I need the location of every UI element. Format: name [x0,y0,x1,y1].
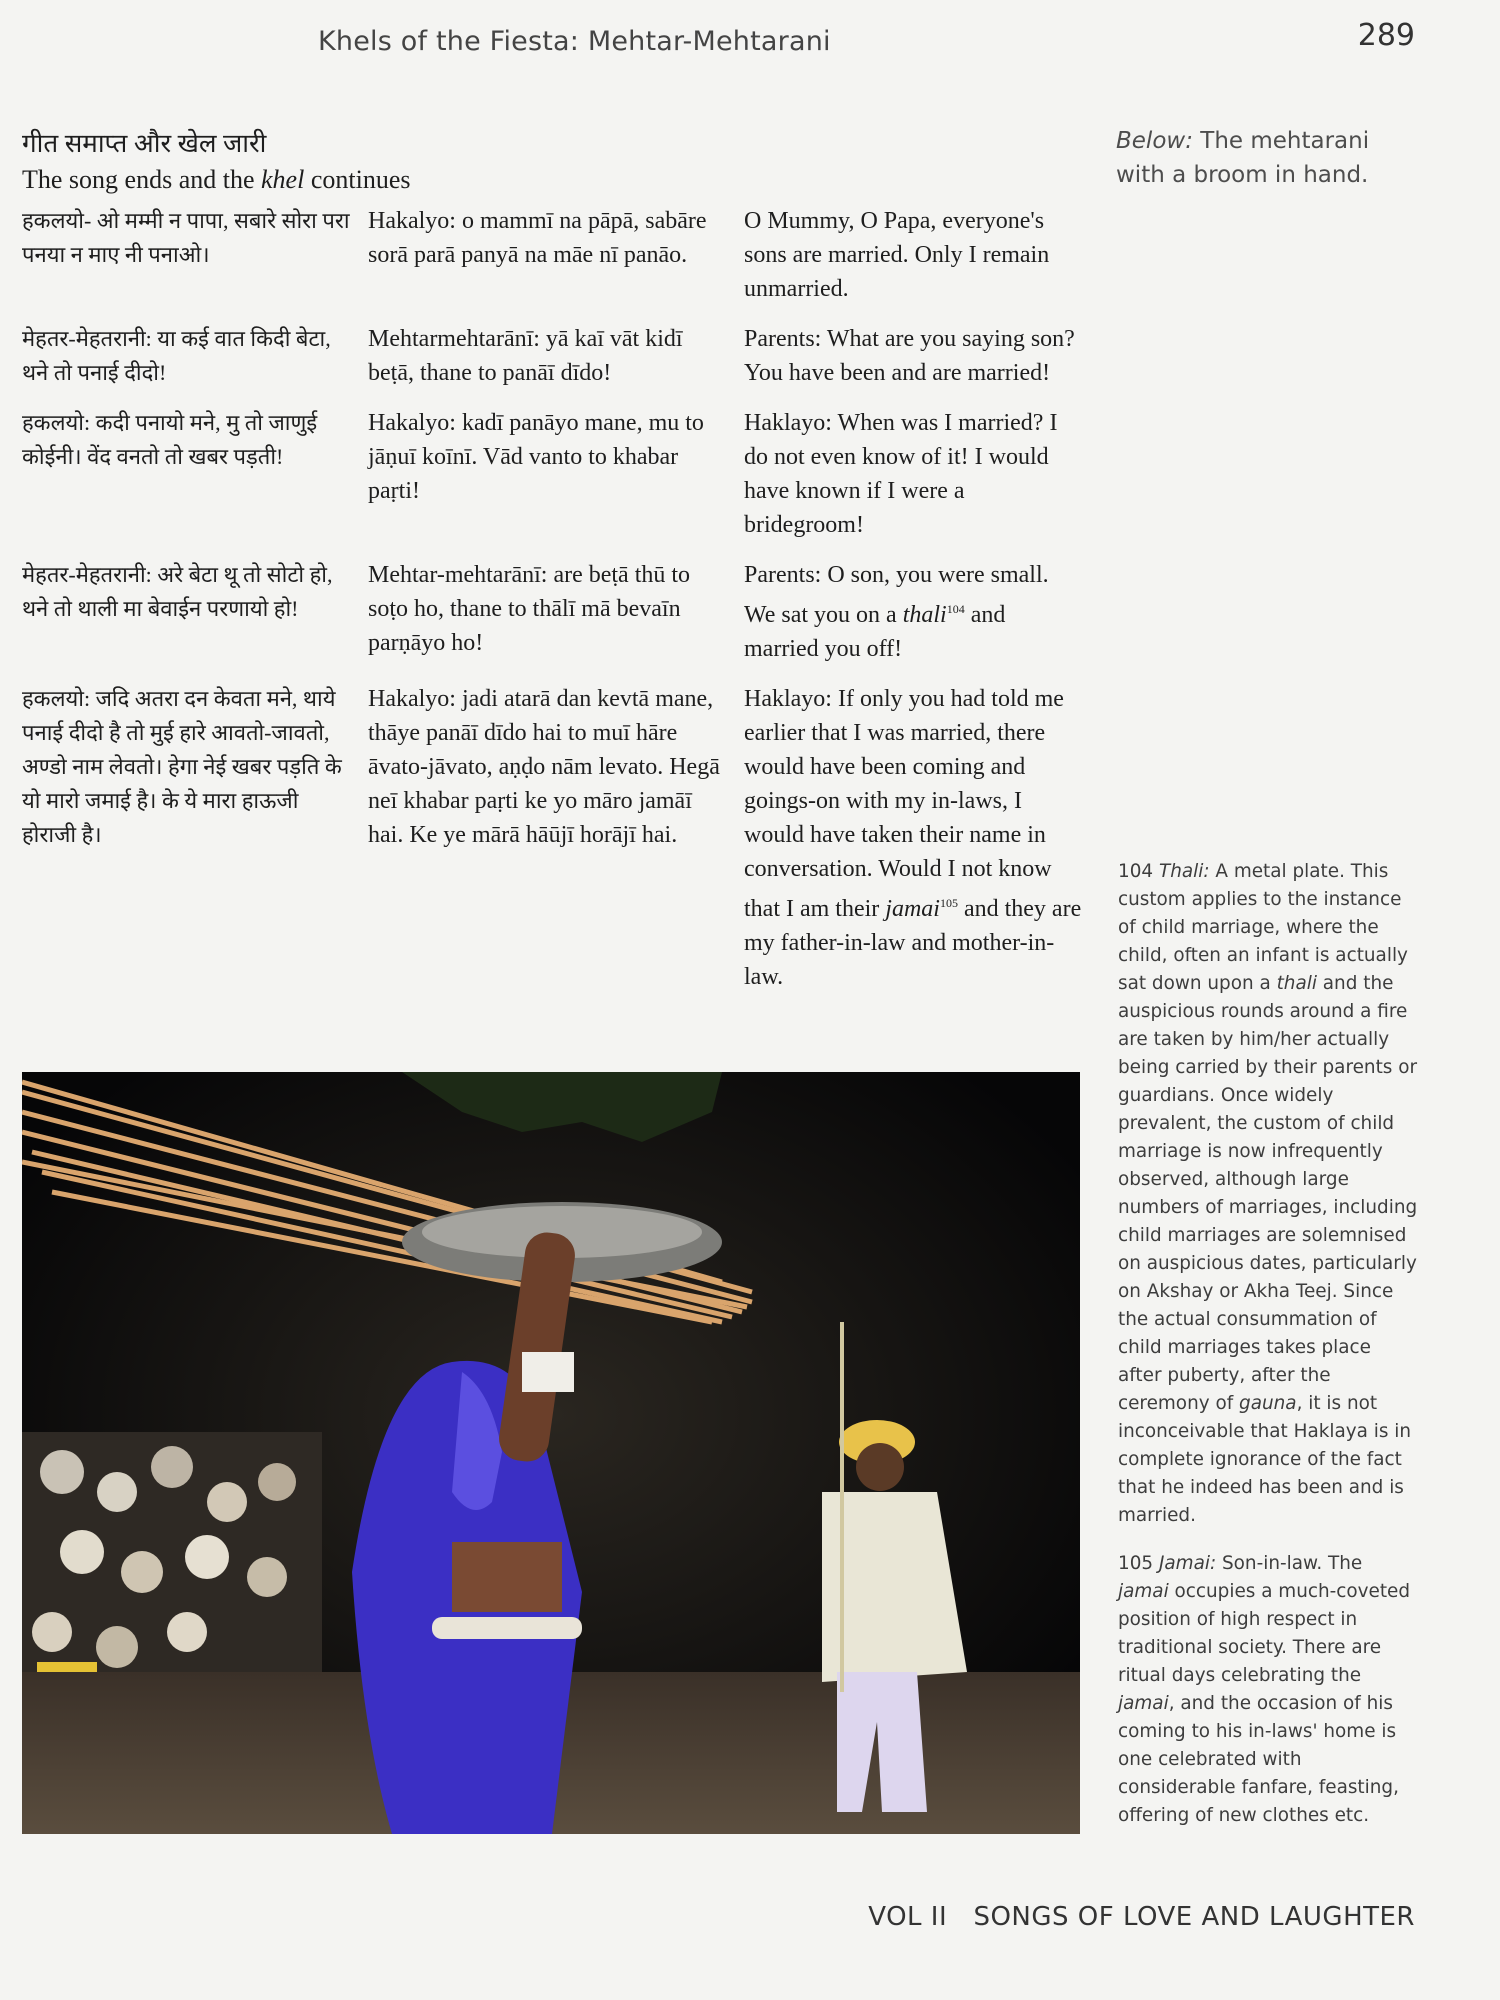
verse-english-text: and they are my father-in-law and mother-in-law. [744,896,1082,990]
footnote-number: 105 [1118,1553,1154,1574]
section-intro [22,126,782,198]
running-title: Khels of the Fiesta: Mehtar-Mehtarani [318,26,831,57]
verse-english-italic: thali [902,602,947,628]
verse-english-text: Haklayo: When was I married? I do not even know of it! I would have known if I were a bridegroom! [744,410,1058,538]
footer-volume: VOL II [868,1902,948,1932]
footnotes [1118,858,1418,1850]
footnote-text: occupies a much-coveted position of high respect in traditional society. There are ritual days celebrating the [1118,1581,1411,1686]
footnote-italic: jamai [1118,1581,1169,1602]
verse-transliteration: Mehtarmehtarānī: yā kaī vāt kidī beṭā, thane to panāī dīdo! [368,326,683,386]
verse-hindi: हकलयो: जदि अतरा दन केवता मने, थाये पनाई दीदो है तो मुई हारे आवतो-जावतो, अण्डो नाम लेवतो। हेगा नेई खबर पड़ति के यो मारो जमाई है। के ये मारा हाऊजी होराजी है। [22,686,342,847]
photo-caption [1116,124,1416,192]
verse-hindi: हकलयो: कदी पनायो मने, मु तो जाणुई कोईनी। वेंद वनतो तो खबर पड़ती! [22,410,318,469]
footnote-ref-105[interactable]: 105 [939,896,958,910]
verse-transliteration: Hakalyo: jadi atarā dan kevtā mane, thāye panāī dīdo hai to muī hāre āvato-jāvato, aṇḍo nām levato. Hegā neī khabar paṛti ke yo māro jamāī hai. Ke ye mārā hāūjī horājī hai. [368,686,720,848]
footnote-text: A metal plate. This custom applies to the instance of child marriage, where the child, often an infant is actually sat down upon a [1118,861,1408,994]
footnote-text: , it is not inconceivable that Haklaya is in complete ignorance of the fact that he indeed has been and is married. [1118,1393,1412,1526]
intro-english [22,162,782,198]
verse-english-text: Parents: O son, you were small. We sat you on a [744,562,1049,628]
verse-english [744,204,1084,306]
verse-hindi: मेहतर-मेहतरानी: या कई वात किदी बेटा, थने तो पनाई दीदो! [22,326,331,385]
footnote-italic: thali [1276,973,1317,994]
verse-english-text: and married you off! [744,602,1006,662]
intro-hindi: गीत समाप्त और खेल जारी [22,129,267,158]
footnote-105 [1118,1550,1418,1830]
footer-title: SONGS OF LOVE AND LAUGHTER [973,1902,1415,1932]
verse-english [744,406,1084,542]
intro-english-pre: The song ends and the [22,165,262,194]
footnote-italic: jamai [1118,1693,1169,1714]
verse-row [22,322,1082,390]
footnote-italic: gauna [1239,1393,1297,1414]
footnote-ref-104[interactable]: 104 [946,602,965,616]
verse-transliteration: Hakalyo: kadī panāyo mane, mu to jāṇuī koīnī. Vād vanto to khabar paṛti! [368,410,704,504]
verse-row [22,682,1082,994]
verse-english [744,558,1084,666]
verse-hindi: हकलयो- ओ मम्मी न पापा, सबारे सोरा परा पनया न माए नी पनाओ। [22,208,350,267]
page-number: 289 [1357,18,1415,53]
verse-table [22,204,1082,1010]
verse-transliteration: Hakalyo: o mammī na pāpā, sabāre sorā parā panyā na māe nī panāo. [368,208,707,268]
page-footer [868,1902,1415,1932]
footnote-number: 104 [1118,861,1154,882]
photo-illustration [22,1072,1080,1834]
verse-english-text: Haklayo: If only you had told me earlier that I was married, there would have been coming and goings-on with my in-laws, I would have taken their name in conversation. Would I not know that I am their [744,686,1064,922]
verse-english [744,682,1084,994]
verse-english-text: O Mummy, O Papa, everyone's sons are married. Only I remain unmarried. [744,208,1050,302]
verse-english [744,322,1084,390]
verse-hindi: मेहतर-मेहतरानी: अरे बेटा थू तो सोटो हो, थने तो थाली मा बेवाईन परणायो हो! [22,562,333,621]
footnote-text: and the auspicious rounds around a fire are taken by him/her actually being carried by their parents or guardians. Once widely prevalent, the custom of child marriage is now infrequently observed, although large numbers of marriages, including child marriages are solemnised on auspicious dates, particularly on Akshay or Akha Teej. Since the actual consummation of child marriages takes place after puberty, after the ceremony of [1118,973,1418,1414]
verse-transliteration: Mehtar-mehtarānī: are beṭā thū to soṭo ho, thane to thālī mā bevaīn parṇāyo ho! [368,562,691,656]
verse-row [22,204,1082,306]
caption-text: The mehtarani with a broom in hand. [1116,128,1370,188]
verse-row [22,406,1082,542]
verse-row [22,558,1082,666]
caption-lead: Below: [1116,128,1193,154]
footnote-text: , and the occasion of his coming to his in-laws' home is one celebrated with considerable fanfare, feasting, offering of new clothes etc. [1118,1693,1399,1826]
verse-english-text: Parents: What are you saying son? You have been and are married! [744,326,1075,386]
intro-english-italic: khel [261,165,305,194]
footnote-term: Thali: [1158,861,1210,882]
footnote-term: Jamai: [1158,1553,1217,1574]
mehtarani-photo [22,1072,1080,1834]
footnote-104 [1118,858,1418,1530]
footnote-text: Son-in-law. The [1216,1553,1363,1574]
verse-english-italic: jamai [885,896,940,922]
intro-english-post: continues [304,165,411,194]
